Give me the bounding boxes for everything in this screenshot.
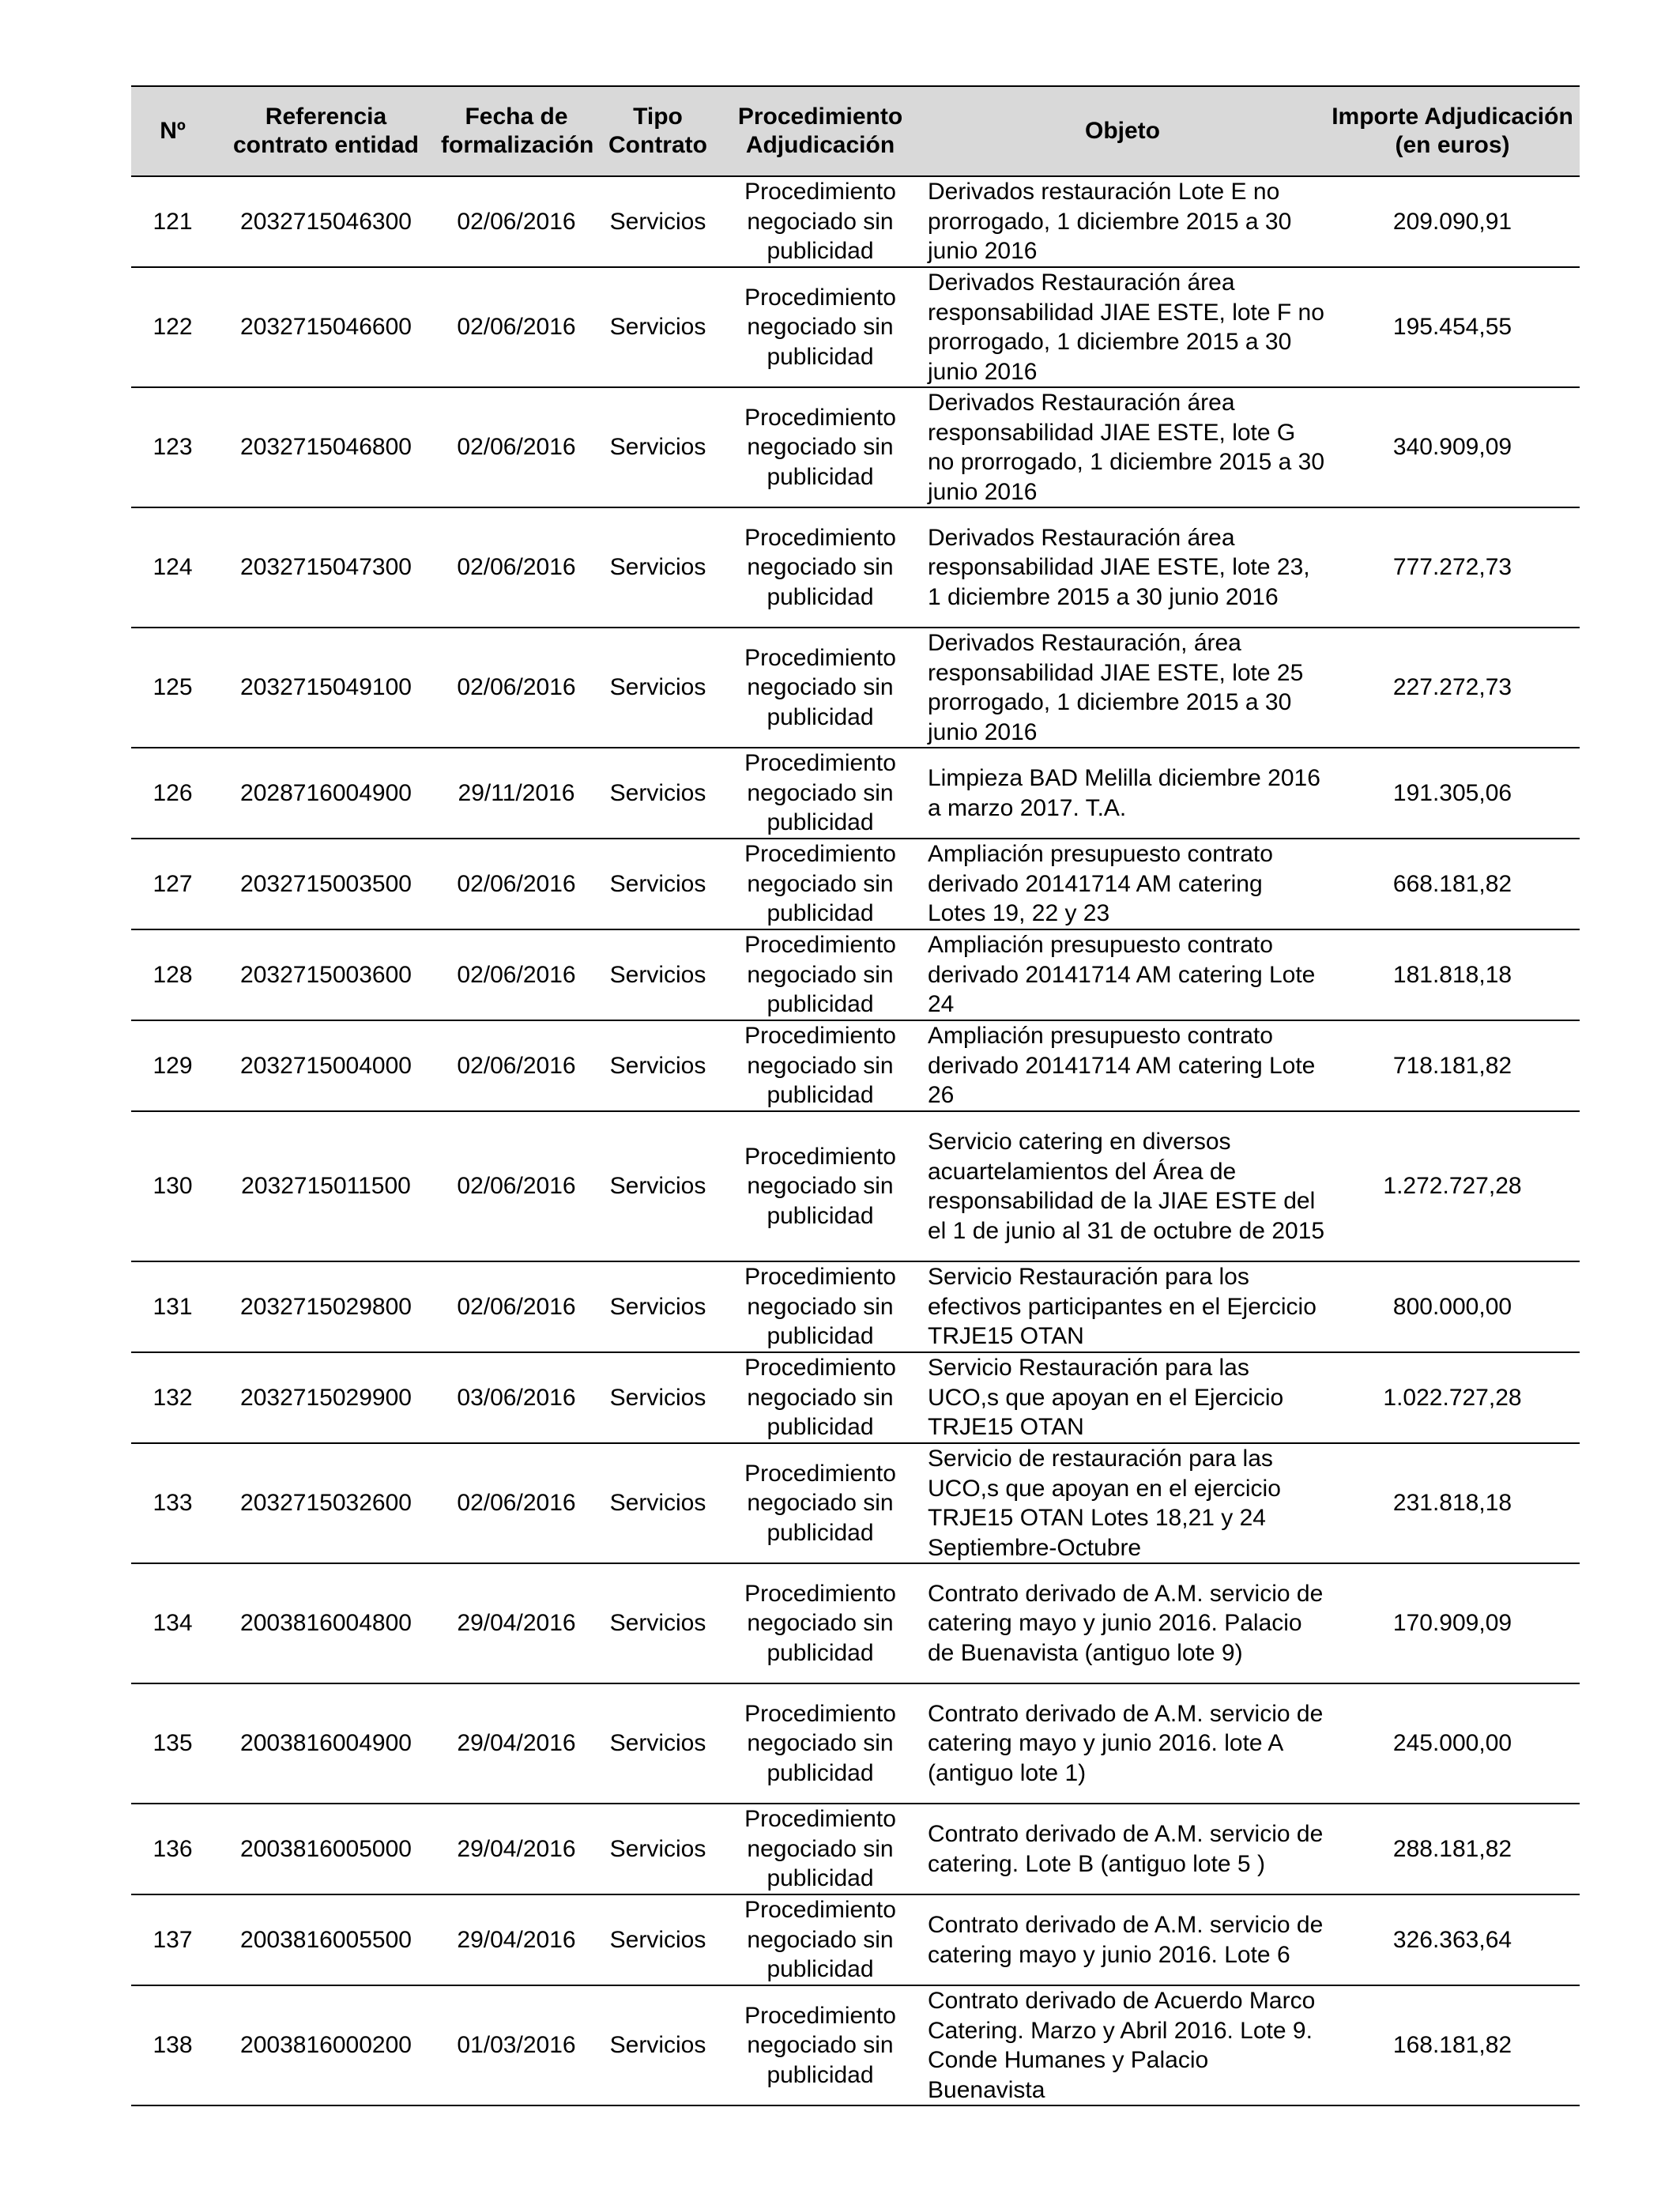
cell-amount: 718.181,82 xyxy=(1325,1020,1580,1111)
cell-proc: Procedimiento negociado sin publicidad xyxy=(721,628,920,748)
header-obj: Objeto xyxy=(920,86,1325,176)
cell-amount: 181.818,18 xyxy=(1325,929,1580,1020)
cell-num: 134 xyxy=(131,1563,214,1683)
cell-amount: 227.272,73 xyxy=(1325,628,1580,748)
cell-ref: 2032715003600 xyxy=(214,929,438,1020)
table-row xyxy=(131,176,1580,267)
cell-amount: 340.909,09 xyxy=(1325,387,1580,507)
contracts-table xyxy=(131,85,1580,2106)
cell-obj: Limpieza BAD Melilla diciembre 2016 a marzo 2017. T.A. xyxy=(920,748,1325,839)
cell-date: 02/06/2016 xyxy=(438,1020,595,1111)
cell-num: 137 xyxy=(131,1894,214,1985)
cell-amount: 195.454,55 xyxy=(1325,267,1580,387)
header-proc: Procedimiento Adjudicación xyxy=(721,86,920,176)
cell-date: 29/04/2016 xyxy=(438,1804,595,1894)
cell-type: Servicios xyxy=(595,1352,721,1443)
table-row xyxy=(131,1020,1580,1111)
cell-num: 129 xyxy=(131,1020,214,1111)
table-row xyxy=(131,1261,1580,1352)
cell-proc: Procedimiento negociado sin publicidad xyxy=(721,387,920,507)
cell-num: 130 xyxy=(131,1111,214,1261)
cell-num: 133 xyxy=(131,1443,214,1563)
cell-amount: 191.305,06 xyxy=(1325,748,1580,839)
cell-amount: 209.090,91 xyxy=(1325,176,1580,267)
table-row xyxy=(131,387,1580,507)
cell-obj: Derivados Restauración área responsabilidad JIAE ESTE, lote F no prorrogado, 1 diciembre 2015 a 30 junio 2016 xyxy=(920,267,1325,387)
cell-amount: 170.909,09 xyxy=(1325,1563,1580,1683)
cell-date: 29/04/2016 xyxy=(438,1894,595,1985)
cell-date: 29/04/2016 xyxy=(438,1563,595,1683)
cell-type: Servicios xyxy=(595,507,721,628)
cell-ref: 2032715047300 xyxy=(214,507,438,628)
cell-date: 02/06/2016 xyxy=(438,628,595,748)
header-num: Nº xyxy=(131,86,214,176)
cell-proc: Procedimiento negociado sin publicidad xyxy=(721,1894,920,1985)
cell-amount: 326.363,64 xyxy=(1325,1894,1580,1985)
cell-ref: 2003816000200 xyxy=(214,1985,438,2105)
header-type: Tipo Contrato xyxy=(595,86,721,176)
cell-obj: Contrato derivado de A.M. servicio de catering mayo y junio 2016. Palacio de Buenavista (antiguo lote 9) xyxy=(920,1563,1325,1683)
cell-amount: 800.000,00 xyxy=(1325,1261,1580,1352)
cell-type: Servicios xyxy=(595,748,721,839)
header-ref: Referencia contrato entidad xyxy=(214,86,438,176)
cell-obj: Servicio catering en diversos acuartelamientos del Área de responsabilidad de la JIAE ESTE del el 1 de junio al 31 de octubre de 2015 xyxy=(920,1111,1325,1261)
cell-obj: Derivados Restauración, área responsabilidad JIAE ESTE, lote 25 prorrogado, 1 diciembre 2015 a 30 junio 2016 xyxy=(920,628,1325,748)
cell-num: 121 xyxy=(131,176,214,267)
table-row xyxy=(131,1804,1580,1894)
table-row xyxy=(131,748,1580,839)
cell-num: 136 xyxy=(131,1804,214,1894)
cell-proc: Procedimiento negociado sin publicidad xyxy=(721,1111,920,1261)
cell-type: Servicios xyxy=(595,1111,721,1261)
cell-num: 131 xyxy=(131,1261,214,1352)
cell-ref: 2032715049100 xyxy=(214,628,438,748)
cell-proc: Procedimiento negociado sin publicidad xyxy=(721,1352,920,1443)
cell-date: 02/06/2016 xyxy=(438,929,595,1020)
cell-num: 138 xyxy=(131,1985,214,2105)
cell-type: Servicios xyxy=(595,1443,721,1563)
cell-obj: Ampliación presupuesto contrato derivado 20141714 AM catering Lotes 19, 22 y 23 xyxy=(920,839,1325,929)
cell-obj: Servicio Restauración para las UCO,s que apoyan en el Ejercicio TRJE15 OTAN xyxy=(920,1352,1325,1443)
cell-type: Servicios xyxy=(595,1894,721,1985)
cell-obj: Derivados Restauración área responsabilidad JIAE ESTE, lote G no prorrogado, 1 diciembre 2015 a 30 junio 2016 xyxy=(920,387,1325,507)
cell-type: Servicios xyxy=(595,387,721,507)
cell-proc: Procedimiento negociado sin publicidad xyxy=(721,267,920,387)
cell-proc: Procedimiento negociado sin publicidad xyxy=(721,1261,920,1352)
cell-type: Servicios xyxy=(595,1985,721,2105)
cell-obj: Contrato derivado de A.M. servicio de catering. Lote B (antiguo lote 5 ) xyxy=(920,1804,1325,1894)
cell-num: 125 xyxy=(131,628,214,748)
table-row xyxy=(131,507,1580,628)
table-row xyxy=(131,839,1580,929)
table-row xyxy=(131,1894,1580,1985)
cell-date: 02/06/2016 xyxy=(438,176,595,267)
table-body xyxy=(131,176,1580,2105)
table-row xyxy=(131,1683,1580,1804)
cell-proc: Procedimiento negociado sin publicidad xyxy=(721,1020,920,1111)
cell-ref: 2003816005500 xyxy=(214,1894,438,1985)
cell-type: Servicios xyxy=(595,267,721,387)
cell-proc: Procedimiento negociado sin publicidad xyxy=(721,1563,920,1683)
cell-ref: 2032715003500 xyxy=(214,839,438,929)
cell-ref: 2003816004800 xyxy=(214,1563,438,1683)
cell-date: 02/06/2016 xyxy=(438,1111,595,1261)
cell-date: 02/06/2016 xyxy=(438,1261,595,1352)
cell-proc: Procedimiento negociado sin publicidad xyxy=(721,839,920,929)
cell-date: 29/11/2016 xyxy=(438,748,595,839)
cell-ref: 2032715004000 xyxy=(214,1020,438,1111)
cell-type: Servicios xyxy=(595,1683,721,1804)
cell-date: 02/06/2016 xyxy=(438,387,595,507)
header-date: Fecha de formalización xyxy=(438,86,595,176)
cell-proc: Procedimiento negociado sin publicidad xyxy=(721,748,920,839)
cell-num: 132 xyxy=(131,1352,214,1443)
table-row xyxy=(131,1111,1580,1261)
cell-proc: Procedimiento negociado sin publicidad xyxy=(721,1683,920,1804)
cell-ref: 2003816004900 xyxy=(214,1683,438,1804)
cell-ref: 2032715046300 xyxy=(214,176,438,267)
cell-amount: 231.818,18 xyxy=(1325,1443,1580,1563)
cell-proc: Procedimiento negociado sin publicidad xyxy=(721,507,920,628)
cell-proc: Procedimiento negociado sin publicidad xyxy=(721,929,920,1020)
cell-obj: Contrato derivado de A.M. servicio de catering mayo y junio 2016. lote A (antiguo lote 1) xyxy=(920,1683,1325,1804)
cell-obj: Derivados restauración Lote E no prorrogado, 1 diciembre 2015 a 30 junio 2016 xyxy=(920,176,1325,267)
cell-type: Servicios xyxy=(595,628,721,748)
table-row xyxy=(131,929,1580,1020)
cell-amount: 168.181,82 xyxy=(1325,1985,1580,2105)
cell-date: 02/06/2016 xyxy=(438,267,595,387)
cell-proc: Procedimiento negociado sin publicidad xyxy=(721,176,920,267)
cell-type: Servicios xyxy=(595,839,721,929)
cell-date: 03/06/2016 xyxy=(438,1352,595,1443)
cell-num: 122 xyxy=(131,267,214,387)
cell-type: Servicios xyxy=(595,929,721,1020)
cell-num: 126 xyxy=(131,748,214,839)
cell-ref: 2032715046600 xyxy=(214,267,438,387)
cell-proc: Procedimiento negociado sin publicidad xyxy=(721,1443,920,1563)
cell-ref: 2032715029900 xyxy=(214,1352,438,1443)
cell-obj: Derivados Restauración área responsabilidad JIAE ESTE, lote 23, 1 diciembre 2015 a 30 junio 2016 xyxy=(920,507,1325,628)
table-row xyxy=(131,1985,1580,2105)
cell-amount: 1.022.727,28 xyxy=(1325,1352,1580,1443)
document-page xyxy=(131,85,1580,2106)
cell-amount: 668.181,82 xyxy=(1325,839,1580,929)
table-row xyxy=(131,1563,1580,1683)
cell-date: 01/03/2016 xyxy=(438,1985,595,2105)
cell-date: 29/04/2016 xyxy=(438,1683,595,1804)
cell-date: 02/06/2016 xyxy=(438,1443,595,1563)
cell-num: 123 xyxy=(131,387,214,507)
table-header-row xyxy=(131,86,1580,176)
cell-amount: 777.272,73 xyxy=(1325,507,1580,628)
table-row xyxy=(131,1443,1580,1563)
cell-num: 127 xyxy=(131,839,214,929)
cell-proc: Procedimiento negociado sin publicidad xyxy=(721,1985,920,2105)
cell-ref: 2032715046800 xyxy=(214,387,438,507)
cell-ref: 2032715029800 xyxy=(214,1261,438,1352)
cell-amount: 1.272.727,28 xyxy=(1325,1111,1580,1261)
cell-ref: 2032715011500 xyxy=(214,1111,438,1261)
cell-proc: Procedimiento negociado sin publicidad xyxy=(721,1804,920,1894)
table-row xyxy=(131,1352,1580,1443)
cell-type: Servicios xyxy=(595,1804,721,1894)
cell-type: Servicios xyxy=(595,1261,721,1352)
cell-date: 02/06/2016 xyxy=(438,839,595,929)
table-row xyxy=(131,267,1580,387)
cell-type: Servicios xyxy=(595,176,721,267)
cell-obj: Ampliación presupuesto contrato derivado 20141714 AM catering Lote 26 xyxy=(920,1020,1325,1111)
cell-obj: Servicio de restauración para las UCO,s que apoyan en el ejercicio TRJE15 OTAN Lotes 18,21 y 24 Septiembre-Octubre xyxy=(920,1443,1325,1563)
cell-type: Servicios xyxy=(595,1563,721,1683)
cell-obj: Ampliación presupuesto contrato derivado 20141714 AM catering Lote 24 xyxy=(920,929,1325,1020)
cell-obj: Contrato derivado de Acuerdo Marco Catering. Marzo y Abril 2016. Lote 9. Conde Humanes y Palacio Buenavista xyxy=(920,1985,1325,2105)
cell-amount: 288.181,82 xyxy=(1325,1804,1580,1894)
cell-type: Servicios xyxy=(595,1020,721,1111)
cell-num: 135 xyxy=(131,1683,214,1804)
cell-amount: 245.000,00 xyxy=(1325,1683,1580,1804)
cell-ref: 2003816005000 xyxy=(214,1804,438,1894)
table-row xyxy=(131,628,1580,748)
header-amount: Importe Adjudicación (en euros) xyxy=(1325,86,1580,176)
cell-date: 02/06/2016 xyxy=(438,507,595,628)
cell-obj: Servicio Restauración para los efectivos participantes en el Ejercicio TRJE15 OTAN xyxy=(920,1261,1325,1352)
cell-ref: 2028716004900 xyxy=(214,748,438,839)
cell-obj: Contrato derivado de A.M. servicio de catering mayo y junio 2016. Lote 6 xyxy=(920,1894,1325,1985)
cell-num: 124 xyxy=(131,507,214,628)
cell-num: 128 xyxy=(131,929,214,1020)
cell-ref: 2032715032600 xyxy=(214,1443,438,1563)
